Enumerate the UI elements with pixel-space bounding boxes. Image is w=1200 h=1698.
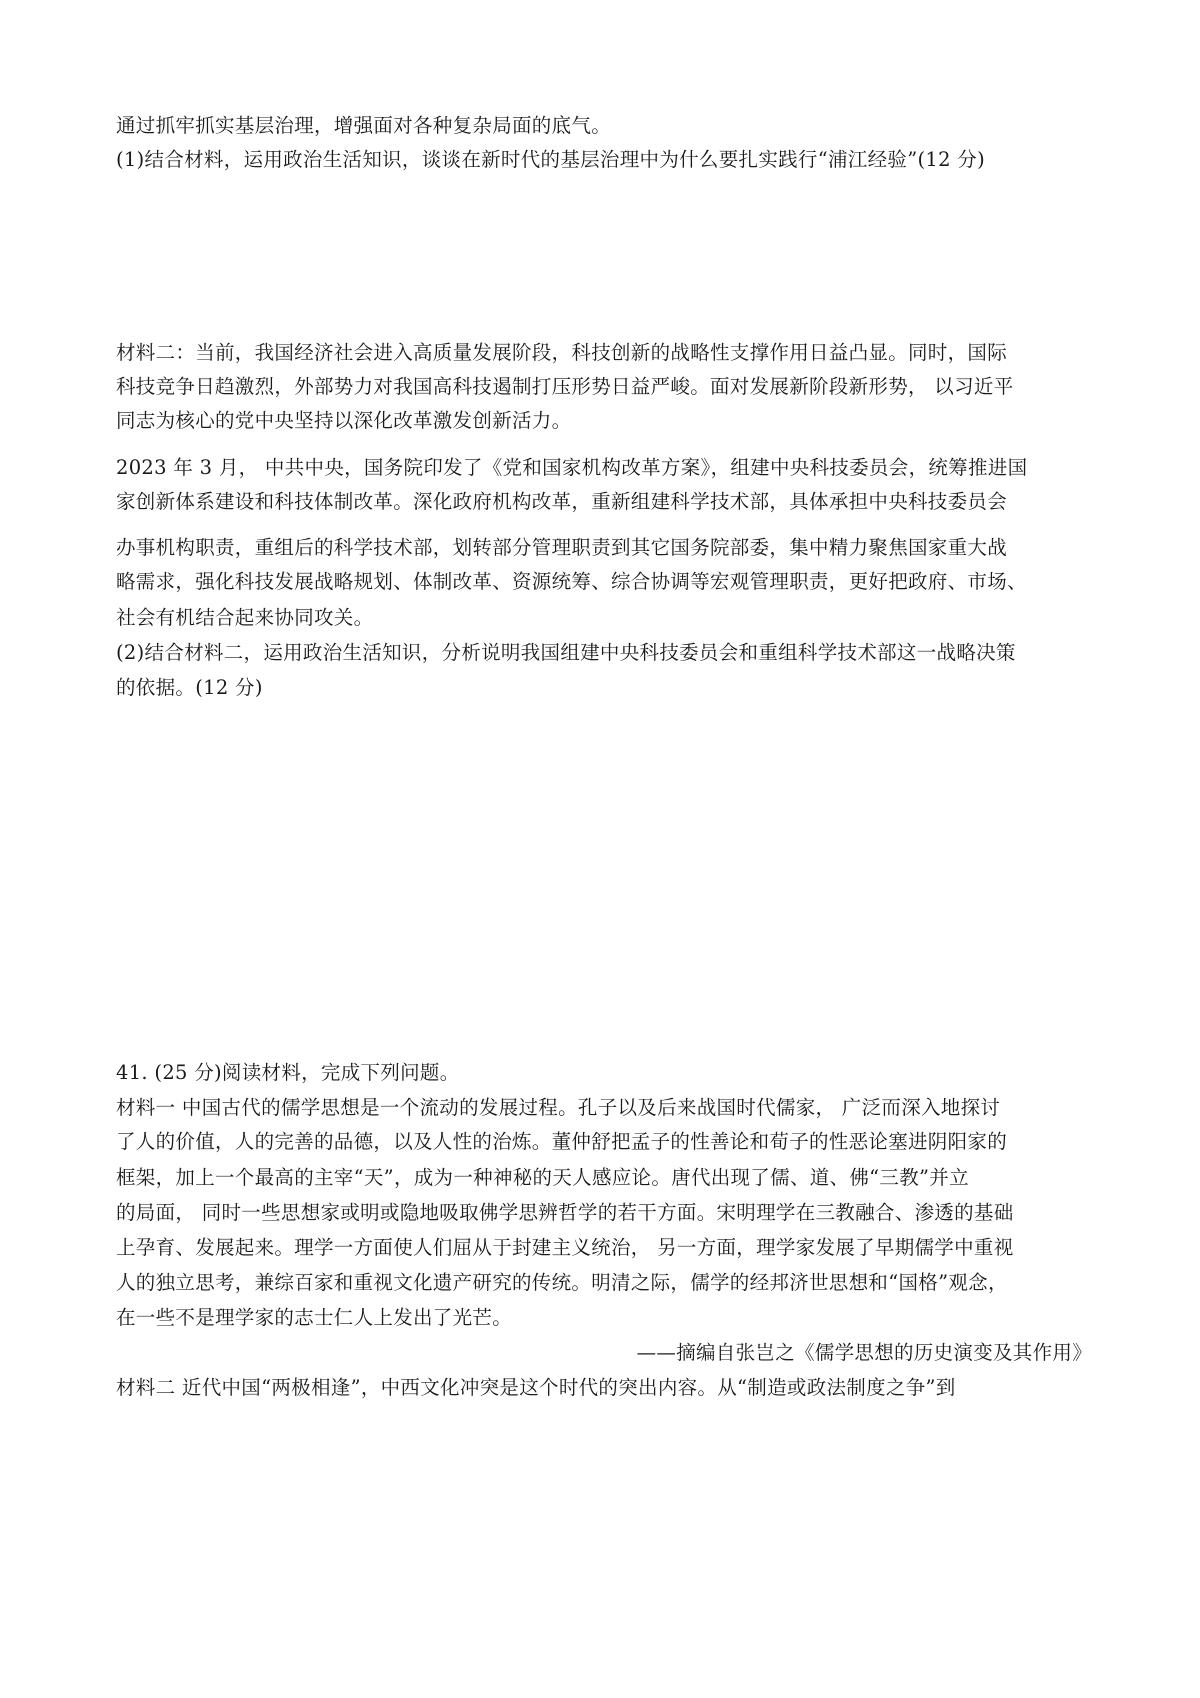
q41-material-1-source: ——摘编自张岂之《儒学思想的历史演变及其作用》	[636, 1341, 1092, 1364]
material-2-line-2: 科技竞争日趋激烈，外部势力对我国高科技遏制打压形势日益严峻。面对发展新阶段新形势， 以习近平	[116, 375, 1014, 398]
q41-material-1-line-4: 的局面， 同时一些思想家或明或隐地吸取佛学思辨哲学的若干方面。宋明理学在三教融合、渗透的基础	[116, 1201, 1014, 1224]
question-1: (1)结合材料，运用政治生活知识，谈谈在新时代的基层治理中为什么要扎实践行“浦江经验”(12 分)	[116, 148, 985, 171]
q41-material-2-line-1: 材料二 近代中国“两极相逢”，中西文化冲突是这个时代的突出内容。从“制造或政法制度之争”到	[116, 1376, 956, 1399]
question-2-line-2: 的依据。(12 分)	[116, 676, 263, 699]
question-41-header: 41. (25 分)阅读材料，完成下列问题。	[116, 1061, 460, 1084]
question-2-line-1: (2)结合材料二，运用政治生活知识，分析说明我国组建中央科技委员会和重组科学技术部这一战略决策	[116, 641, 1016, 664]
material-2-line-5: 家创新体系建设和科技体制改革。深化政府机构改革，重新组建科学技术部，具体承担中央科技委员会	[116, 490, 1008, 513]
material-2-line-8: 社会有机结合起来协同攻关。	[116, 606, 374, 629]
intro-line: 通过抓牢抓实基层治理，增强面对各种复杂局面的底气。	[116, 114, 612, 137]
q41-material-1-line-6: 人的独立思考，兼综百家和重视文化遗产研究的传统。明清之际，儒学的经邦济世思想和“国格”观念，	[116, 1271, 1008, 1294]
material-2-line-6: 办事机构职责，重组后的科学技术部，划转部分管理职责到其它国务院部委，集中精力聚焦国家重大战	[116, 536, 1008, 559]
material-2-line-1: 材料二：当前，我国经济社会进入高质量发展阶段，科技创新的战略性支撑作用日益凸显。同时，国际	[116, 341, 1008, 364]
q41-material-1-line-5: 上孕育、发展起来。理学一方面使人们屈从于封建主义统治， 另一方面，理学家发展了早期儒学中重视	[116, 1236, 1014, 1259]
material-2-line-4: 2023 年 3 月， 中共中央，国务院印发了《党和国家机构改革方案》，组建中央科技委员会，统筹推进国	[116, 456, 1028, 479]
q41-material-1-line-7: 在一些不是理学家的志士仁人上发出了光芒。	[116, 1306, 513, 1329]
material-2-line-3: 同志为核心的党中央坚持以深化改革激发创新活力。	[116, 409, 572, 432]
q41-material-1-line-1: 材料一 中国古代的儒学思想是一个流动的发展过程。孔子以及后来战国时代儒家， 广泛而深入地探讨	[116, 1096, 1001, 1119]
q41-material-1-line-2: 了人的价值，人的完善的品德，以及人性的治炼。董仲舒把孟子的性善论和荀子的性恶论塞进阴阳家的	[116, 1130, 1008, 1153]
material-2-line-7: 略需求，强化科技发展战略规划、体制改革、资源统筹、综合协调等宏观管理职责，更好把政府、市场、	[116, 570, 1027, 593]
q41-material-1-line-3: 框架，加上一个最高的主宰“天”，成为一种神秘的天人感应论。唐代出现了儒、道、佛“三教”并立	[116, 1166, 969, 1189]
